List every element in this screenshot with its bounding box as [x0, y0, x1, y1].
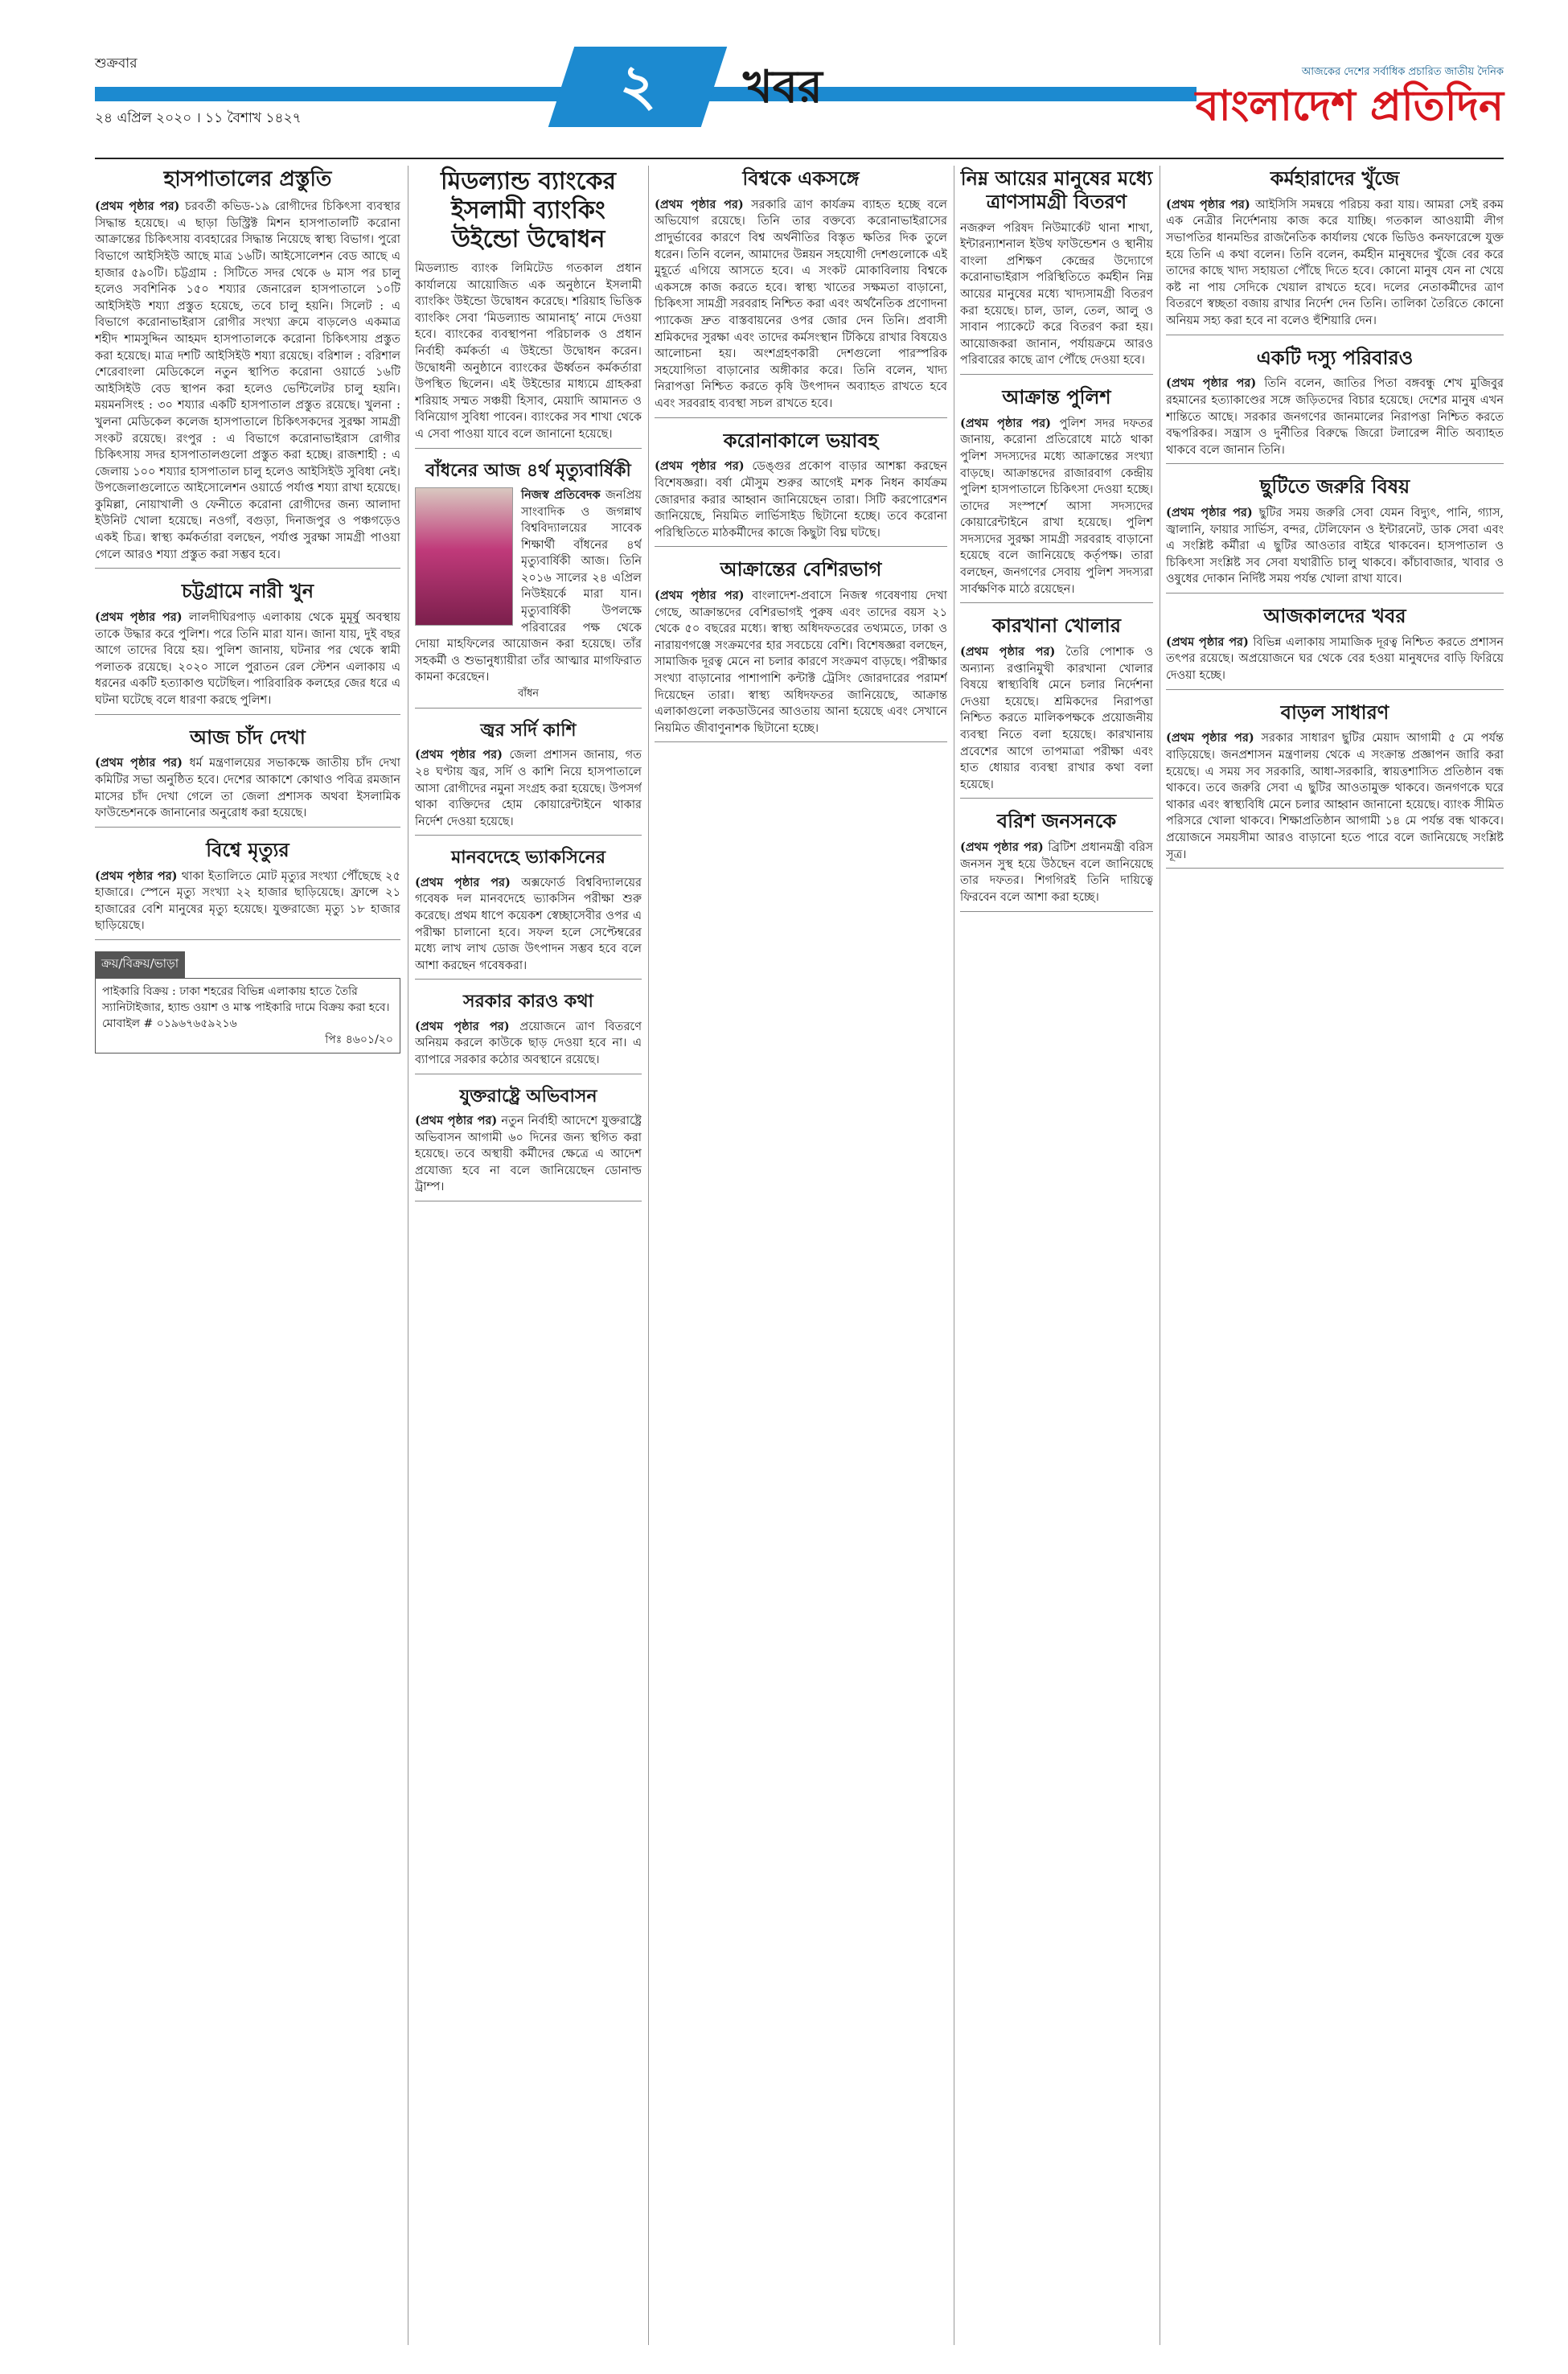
story-divider: [1166, 463, 1504, 464]
story-text: সরকার সাধারণ ছুটির মেয়াদ আগামী ৫ মে পর্যন্ত বাড়িয়েছে। জনপ্রশাসন মন্ত্রণালয় থেকে এ সংক্রান্ত প্রজ্ঞাপন জারি করা হয়েছে। এ সময় সব সরকারি, আধা-সরকারি, স্বায়ত্তশাসিত প্রতিষ্ঠান বন্ধ থাকবে। তবে জরুরি সেবা এ ছুটির আওতামুক্ত থাকবে। জনগণকে ঘরে থাকার এবং স্বাস্থ্যবিধি মেনে চলার আহ্বান জানানো হয়েছে। ব্যাংক সীমিত পরিসরে খোলা থাকবে। শিক্ষাপ্রতিষ্ঠান আগামী ১৪ মে পর্যন্ত বন্ধ থাকবে। প্রয়োজনে সময়সীমা আরও বাড়ানো হতে পারে বলে জানিয়েছে সংশ্লিষ্ট সূত্র।: [1166, 732, 1504, 861]
story-text: আইসিসি সমন্বয়ে পরিচয় করা যায়। আমরা সেই রকম এক নেত্রীর নির্দেশনায় কাজ করে যাচ্ছি। গতকাল আওয়ামী লীগ সভাপতির ধানমন্ডির রাজনৈতিক কার্যালয় থেকে ভিডিও কনফারেন্সে যুক্ত হয়ে তিনি এ কথা বলেন। তিনি বলেন, কর্মহীন মানুষদের খুঁজে বের করে তাদের কাছে খাদ্য সহায়তা পৌঁছে দিতে হবে। কোনো মানুষ যেন না খেয়ে কষ্ট না পায় সেদিকে খেয়াল রাখতে হবে। দলের নেতাকর্মীদের ত্রাণ বিতরণে স্বচ্ছতা বজায় রাখার নির্দেশ দেন তিনি। তালিকা তৈরিতে কোনো অনিয়ম সহ্য করা হবে না বলেও হুঁশিয়ারি দেন।: [1166, 198, 1504, 327]
story-body: [415, 261, 642, 443]
news-story: [95, 167, 400, 569]
story-text: থাকা ইতালিতে মোট মৃত্যুর সংখ্যা পৌঁছেছে ২৫ হাজারে। স্পেনে মৃত্যু সংখ্যা ২২ হাজার ছাড়িয়েছে। ফ্রান্সে ২১ হাজারের বেশি মানুষের মৃত্যু হয়েছে। যুক্তরাজ্যে মৃত্যু ১৮ হাজার ছাড়িয়েছে।: [95, 869, 400, 933]
column-2: [415, 166, 642, 2345]
story-headline: বাড়ল সাধারণ: [1280, 700, 1389, 724]
news-story: [415, 847, 642, 980]
classified-title: ক্রয়/বিক্রয়/ভাড়া: [95, 951, 185, 978]
story-text: লালদীঘিরপাড় এলাকায় থেকে মুমূর্ষু অবস্থায় তাকে উদ্ধার করে পুলিশ। পরে তিনি মারা যান। জানা যায়, দুই বছর আগে তাদের বিয়ে হয়। পুলিশ জানায়, ঘটনার পর থেকে স্বামী পলাতক রয়েছে। ২০২০ সালে পুরাতন রেল স্টেশন এলাকায় এ ধরনের একটি হত্যাকাণ্ড ঘটেছিল। পারিবারিক কলহের জের ধরে এ ঘটনা ঘটেছে বলে ধারণা করছে পুলিশ।: [95, 611, 400, 708]
story-text: অক্সফোর্ড বিশ্ববিদ্যালয়ের গবেষক দল মানবদেহে ভ্যাকসিন পরীক্ষা শুরু করেছে। প্রথম ধাপে কয়েকশ স্বেচ্ছাসেবীর ওপর এ পরীক্ষা চালানো হবে। সফল হলে সেপ্টেম্বরের মধ্যে লাখ লাখ ডোজ উৎপাদন সম্ভব হবে বলে আশা করছেন গবেষকরা।: [415, 876, 642, 972]
story-lead: (প্রথম পৃষ্ঠার পর): [1166, 197, 1250, 212]
story-lead: (প্রথম পৃষ্ঠার পর): [415, 1113, 498, 1127]
story-text: নজরুল পরিষদ নিউমার্কেট থানা শাখা, ইন্টারন্যাশনাল ইউথ ফাউন্ডেশন ও স্থানীয় বাংলা প্রশিক্ষণ কেন্দ্রের উদ্যোগে করোনাভাইরাস পরিস্থিতিতে কর্মহীন নিম্ন আয়ের মানুষের মধ্যে খাদ্যসামগ্রী বিতরণ করা হয়েছে। চাল, ডাল, তেল, আলু ও সাবান প্যাকেটে করে বিতরণ করা হয়। আয়োজকরা জানান, পর্যায়ক্রমে আরও পরিবারের কাছে ত্রাণ পৌঁছে দেওয়া হবে।: [960, 221, 1153, 368]
news-story: [415, 720, 642, 836]
story-headline: কর্মহারাদের খুঁজে: [1270, 166, 1400, 190]
story-divider: [95, 827, 400, 828]
story-text: বিভিন্ন এলাকায় সামাজিক দূরত্ব নিশ্চিত করতে প্রশাসন তৎপর রয়েছে। অপ্রয়োজনে ঘর থেকে বের হওয়া মানুষদের বাড়ি ফিরিয়ে দেওয়া হচ্ছে।: [1166, 635, 1504, 683]
story-headline: বাঁধনের আজ ৪র্থ মৃত্যুবার্ষিকী: [425, 459, 631, 481]
story-text: ব্রিটিশ প্রধানমন্ত্রী বরিস জনসন সুস্থ হয়ে উঠছেন বলে জানিয়েছে তার দফতর। শিগগিরই তিনি দায়িত্বে ফিরবেন বলে আশা করা হচ্ছে।: [960, 841, 1153, 904]
story-lead: (প্রথম পৃষ্ঠার পর): [655, 197, 744, 212]
news-story: [95, 726, 400, 828]
story-headline: আজ চাঁদ দেখা: [190, 725, 306, 749]
story-headline: বিশ্বকে একসঙ্গে: [742, 166, 860, 190]
story-lead: (প্রথম পৃষ্ঠার পর): [1166, 376, 1257, 391]
news-story: [1166, 605, 1504, 690]
news-story: [415, 167, 642, 449]
news-story: [655, 429, 947, 548]
classified-text: পাইকারি বিক্রয় : ঢাকা শহরের বিভিন্ন এলাকায় হাতে তৈরি স্যানিটাইজার, হ্যান্ড ওয়াশ ও মাস্ক পাইকারি দামে বিক্রয় করা হবে। মোবাইল # ০১৯৬৭৬৫৯২১৬: [102, 984, 390, 1030]
story-lead: (প্রথম পৃষ্ঠার পর): [960, 416, 1052, 430]
story-lead: নিজস্ব প্রতিবেদক: [521, 487, 601, 502]
header-day: শুক্রবার: [95, 55, 138, 72]
story-lead: (প্রথম পৃষ্ঠার পর): [95, 199, 180, 214]
story-body: [415, 1113, 642, 1196]
story-body: [960, 220, 1153, 369]
story-divider: [1166, 689, 1504, 690]
story-headline: করোনাকালে ভয়াবহ: [723, 428, 879, 452]
news-story: [415, 460, 642, 709]
logo-tagline: আজকের দেশের সর্বাধিক প্রচারিত জাতীয় দৈনিক: [1301, 66, 1504, 78]
story-lead: (প্রথম পৃষ্ঠার পর): [1166, 731, 1254, 745]
story-lead: (প্রথম পৃষ্ঠার পর): [960, 840, 1044, 855]
header-date: ২৪ এপ্রিল ২০২০ । ১১ বৈশাখ ১৪২৭: [95, 110, 302, 126]
news-story: [415, 1086, 642, 1201]
classified-body: [95, 978, 400, 1054]
story-body: [960, 840, 1153, 906]
story-headline: আক্রান্ত পুলিশ: [1002, 384, 1111, 409]
story-headline: যুক্তরাষ্ট্রে অভিবাসন: [459, 1085, 597, 1107]
story-divider: [655, 741, 947, 742]
story-text: মিডল্যান্ড ব্যাংক লিমিটেড গতকাল প্রধান কার্যালয়ে আয়োজিত এক অনুষ্ঠানে ইসলামী ব্যাংকিং উইন্ডো উদ্বোধন করেছে। শরিয়াহ ভিত্তিক ব্যাংকিং সেবা ‘মিডল্যান্ড আমানাহ্’ নামে দেওয়া হবে। ব্যাংকের ব্যবস্থাপনা পরিচালক ও প্রধান নির্বাহী কর্মকর্তা এ উইন্ডো উদ্বোধন করেন। উদ্বোধনী অনুষ্ঠানে ব্যাংকের ঊর্ধ্বতন কর্মকর্তারা উপস্থিত ছিলেন। এই উইন্ডোর মাধ্যমে গ্রাহকরা শরিয়াহ সম্মত সঞ্চয়ী হিসাব, মেয়াদি আমানত ও বিনিয়োগ সুবিধা পাবেন। ব্যাংকের সব শাখা থেকে এ সেবা পাওয়া যাবে বলে জানানো হয়েছে।: [415, 262, 642, 441]
story-divider: [1166, 593, 1504, 594]
story-body: [95, 869, 400, 934]
story-lead: (প্রথম পৃষ্ঠার পর): [1166, 506, 1253, 520]
news-story: [1166, 475, 1504, 594]
logo-name: বাংলাদেশ প্রতিদিন: [1195, 82, 1504, 130]
story-lead: (প্রথম পৃষ্ঠার পর): [960, 645, 1056, 659]
story-body: [1166, 376, 1504, 458]
story-lead: (প্রথম পৃষ্ঠার পর): [95, 610, 183, 625]
story-body: [95, 199, 400, 563]
story-body: [415, 1019, 642, 1069]
story-headline: সরকার কারও কথা: [463, 991, 593, 1012]
classified-ad: [95, 951, 400, 1054]
story-headline: মিডল্যান্ড ব্যাংকের ইসলামী ব্যাংকিং উইন্ডো উদ্বোধন: [440, 167, 617, 253]
page-header: [95, 0, 1504, 161]
news-story: [655, 558, 947, 742]
story-text: জেলা প্রশাসন জানায়, গত ২৪ ঘণ্টায় জ্বর, সর্দি ও কাশি নিয়ে হাসপাতালে আসা রোগীদের নমুনা সংগ্রহ করা হয়েছে। উপসর্গ থাকা ব্যক্তিদের হোম কোয়ারেন্টাইনে থাকার নির্দেশ দেওয়া হয়েছে।: [415, 749, 642, 828]
story-headline: জ্বর সর্দি কাশি: [480, 720, 577, 741]
story-body: [95, 610, 400, 709]
story-body: [1166, 730, 1504, 863]
story-text: জনপ্রিয় সাংবাদিক ও জগন্নাথ বিশ্ববিদ্যালয়ের সাবেক শিক্ষার্থী বাঁধনের ৪র্থ মৃত্যুবার্ষিকী আজ। তিনি ২০১৬ সালের ২৪ এপ্রিল নিউইয়র্কে মারা যান। মৃত্যুবার্ষিকী উপলক্ষে পরিবারের পক্ষ থেকে দোয়া মাহফিলের আয়োজন করা হয়েছে। তাঁর সহকর্মী ও শুভানুধ্যায়ীরা তাঁর আত্মার মাগফিরাত কামনা করেছেন।: [415, 488, 642, 684]
story-body: [415, 747, 642, 830]
story-text: ছুটির সময় জরুরি সেবা যেমন বিদ্যুৎ, পানি, গ্যাস, জ্বালানি, ফায়ার সার্ভিস, বন্দর, টেলিফোন ও ইন্টারনেট, ডাক সেবা এবং এ সংশ্লিষ্ট কর্মীরা এ ছুটির আওতার বাইরে থাকবেন। হাসপাতাল ও চিকিৎসা সংশ্লিষ্ট সব সেবা যথারীতি চালু থাকবে। কাঁচাবাজার, খাবার ও ওষুধের দোকান নির্দিষ্ট সময় পর্যন্ত খোলা রাখা যাবে।: [1166, 507, 1504, 586]
story-body: [95, 755, 400, 821]
story-text: তৈরি পোশাক ও অন্যান্য রপ্তানিমুখী কারখানা খোলার বিষয়ে স্বাস্থ্যবিধি মেনে চলার নির্দেশনা দেওয়া হয়েছে। শ্রমিকদের নিরাপত্তা নিশ্চিত করতে মালিকপক্ষকে প্রয়োজনীয় ব্যবস্থা নিতে বলা হয়েছে। কারখানায় প্রবেশের আগে তাপমাত্রা পরীক্ষা এবং হাত ধোয়ার ব্যবস্থা রাখার কথা বলা হয়েছে।: [960, 646, 1153, 791]
story-body: [1166, 505, 1504, 588]
news-story: [1166, 347, 1504, 465]
news-story: [95, 839, 400, 940]
story-divider: [95, 714, 400, 715]
story-divider: [655, 417, 947, 418]
story-lead: (প্রথম পৃষ্ঠার পর): [655, 459, 745, 474]
masthead-logo: [1172, 64, 1504, 145]
story-headline: চট্টগ্রামে নারী খুন: [181, 579, 314, 603]
story-divider: [415, 835, 642, 836]
news-story: [960, 614, 1153, 799]
column-1: [95, 166, 400, 2345]
story-text: নতুন নির্বাহী আদেশে যুক্তরাষ্ট্রে অভিবাসন আগামী ৬০ দিনের জন্য স্থগিত করা হয়েছে। তবে অস্থায়ী কর্মীদের ক্ষেত্রে এ আদেশ প্রযোজ্য হবে না বলে জানিয়েছেন ডোনাল্ড ট্রাম্প।: [415, 1114, 642, 1194]
page-number: [548, 47, 727, 127]
column-4: [960, 166, 1153, 2345]
news-story: [1166, 167, 1504, 335]
story-divider: [960, 911, 1153, 912]
story-headline: মানবদেহে ভ্যাকসিনের: [451, 847, 605, 869]
column-3: [655, 166, 947, 2345]
news-story: [960, 810, 1153, 911]
story-body: [960, 416, 1153, 598]
story-headline: আজকালদের খবর: [1263, 604, 1406, 628]
news-story: [415, 991, 642, 1074]
story-divider: [415, 448, 642, 449]
story-body: [655, 588, 947, 737]
story-text: ডেঙ্গুর প্রকোপ বাড়ার আশঙ্কা করছেন বিশেষজ্ঞরা। বর্ষা মৌসুম শুরুর আগেই মশক নিধন কার্যক্রম জোরদার করার আহ্বান জানিয়েছেন তারা। সিটি করপোরেশন জানিয়েছে, নিয়মিত লার্ভিসাইড ছিটানো হচ্ছে। তবে করোনা পরিস্থিতিতে মাঠকর্মীদের কাজে কিছুটা বিঘ্ন ঘটছে।: [655, 460, 947, 540]
story-divider: [960, 602, 1153, 603]
story-text: চরবর্তী কভিড-১৯ রোগীদের চিকিৎসা ব্যবস্থার সিদ্ধান্ত হয়েছে। এ ছাড়া ডিস্ট্রিক্ট মিশন হাসপাতালটি করোনা আক্রান্তের চিকিৎসায় ব্যবহারের সিদ্ধান্ত নিয়েছে স্বাস্থ্য বিভাগ। পুরো বিভাগে আইসিইউ আছে মাত্র ১৬টি। আইসোলেশন বেড আছে এ হাজার ৫৯০টি। চট্টগ্রাম : সিটিতে সদর থেকে ৬ মাস পর চালু হলেও সবশিনিক ১৫০ শয্যার জেনারেল হাসপাতালে ১০টি আইসিইউ শয্যা প্রস্তুত হয়েছে, তবে চালু হয়নি। সিলেট : এ বিভাগে করোনাভাইরাস রোগীর সংখ্যা ক্রমে বাড়লেও একমাত্র শহীদ শামসুদ্দিন আহমদ হাসপাতালকে করোনা চিকিৎসায় প্রস্তুত করা হয়েছে। মাত্র দশটি আইসিইউ শয্যা রয়েছে। বরিশাল : বরিশাল শেরেবাংলা মেডিকেলে নতুন স্থাপিত করোনা ওয়ার্ডে ১৬টি আইসিইউ বেড স্থাপন করা হলেও ভেন্টিলেটর চালু হয়নি। ময়মনসিংহ : ৩০ শয্যার একটি হাসপাতাল প্রস্তুত রয়েছে। খুলনা : খুলনা মেডিকেল কলেজ হাসপাতালে চিকিৎসকদের সুরক্ষা সামগ্রী সংকট রয়েছে। রংপুর : এ বিভাগে করোনাভাইরাস রোগীর চিকিৎসায় সদর হাসপাতালগুলো প্রস্তুত করা হচ্ছে। রাজশাহী : এ জেলায় ১০০ শয্যার হাসপাতাল চালু হলেও আইসিইউ সুবিধা নেই। উপজেলাগুলোতে আইসোলেশন ওয়ার্ডে পর্যাপ্ত শয্যা রাখা হয়েছে। কুমিল্লা, নোয়াখালী ও ফেনীতে করোনা রোগীদের জন্য আলাদা ইউনিট খোলা হয়েছে। নওগাঁ, বগুড়া, দিনাজপুর ও পঞ্চগড়েও একই চিত্র। স্বাস্থ্য কর্মকর্তারা বলছেন, পর্যাপ্ত সুরক্ষা সামগ্রী পাওয়া গেলে আরও শয্যা প্রস্তুত করা সম্ভব হবে।: [95, 200, 400, 561]
news-story: [960, 386, 1153, 603]
story-divider: [95, 568, 400, 569]
story-lead: (প্রথম পৃষ্ঠার পর): [95, 869, 178, 883]
story-divider: [655, 546, 947, 547]
story-text: সরকারি ত্রাণ কার্যক্রম ব্যাহত হচ্ছে বলে অভিযোগ রয়েছে। তিনি তার বক্তব্যে করোনাভাইরাসের প্রাদুর্ভাবের কারণে বিশ্ব অর্থনীতির বিস্তৃত ক্ষতির দিক তুলে ধরেন। তিনি বলেন, আমাদের উন্নয়ন সহযোগী দেশগুলোকে এই মুহূর্তে এগিয়ে আসতে হবে। এ সংকট মোকাবিলায় বিশ্বকে একসঙ্গে কাজ করতে হবে। স্বাস্থ্য খাতের সক্ষমতা বাড়ানো, চিকিৎসা সামগ্রী সরবরাহ নিশ্চিত করা এবং অর্থনৈতিক প্রণোদনা প্যাকেজ দ্রুত বাস্তবায়নের ওপর জোর দেন তিনি। প্রবাসী শ্রমিকদের সুরক্ষা এবং তাদের কর্মসংস্থান টিকিয়ে রাখার বিষয়েও আলোচনা হয়। অংশগ্রহণকারী দেশগুলো পারস্পরিক সহযোগিতা বাড়ানোর অঙ্গীকার করে। তিনি বলেন, খাদ্য নিরাপত্তা নিশ্চিত করতে কৃষি উৎপাদন অব্যাহত রাখতে হবে এবং সরবরাহ ব্যবস্থা সচল রাখতে হবে।: [655, 198, 947, 410]
story-body: [1166, 197, 1504, 330]
story-lead: (প্রথম পৃষ্ঠার পর): [415, 875, 511, 889]
header-rule: [95, 158, 1504, 159]
story-divider: [960, 374, 1153, 375]
column-divider: [648, 166, 649, 2345]
story-divider: [415, 979, 642, 980]
column-5: [1166, 166, 1504, 2345]
story-lead: (প্রথম পৃষ্ঠার পর): [415, 1019, 510, 1033]
story-body: [415, 875, 642, 975]
story-body: [655, 458, 947, 541]
story-body: [1166, 635, 1504, 684]
story-lead: (প্রথম পৃষ্ঠার পর): [1166, 635, 1249, 649]
story-lead: (প্রথম পৃষ্ঠার পর): [95, 756, 183, 770]
photo-caption: বাঁধন: [517, 688, 540, 700]
story-text: পুলিশ সদর দফতর জানায়, করোনা প্রতিরোধে মাঠে থাকা পুলিশ সদস্যদের মধ্যে আক্রান্তের সংখ্যা বাড়ছে। আক্রান্তদের রাজারবাগ কেন্দ্রীয় পুলিশ হাসপাতালে চিকিৎসা দেওয়া হচ্ছে। তাদের সংস্পর্শে আসা সদস্যদের কোয়ারেন্টাইনে রাখা হয়েছে। পুলিশ সদস্যদের সুরক্ষা সামগ্রী সরবরাহ বাড়ানো হয়েছে বলে জানিয়েছে কর্তৃপক্ষ। তারা বলছেন, জনগণের সেবায় পুলিশ সদস্যরা সার্বক্ষণিক মাঠে রয়েছেন।: [960, 417, 1153, 596]
story-headline: কারখানা খোলার: [992, 614, 1121, 638]
story-headline: আক্রান্তের বেশিরভাগ: [720, 557, 882, 581]
story-body: [960, 644, 1153, 793]
story-lead: (প্রথম পৃষ্ঠার পর): [655, 589, 745, 603]
story-text: ধর্ম মন্ত্রণালয়ের সভাকক্ষে জাতীয় চাঁদ দেখা কমিটির সভা অনুষ্ঠিত হবে। দেশের আকাশে কোথাও পবিত্র রমজান মাসের চাঁদ দেখা গেলে তা জেলা প্রশাসক অথবা ইসলামিক ফাউন্ডেশনকে জানানোর অনুরোধ করা হয়েছে।: [95, 757, 400, 820]
section-title: খবর: [743, 60, 823, 113]
story-text: তিনি বলেন, জাতির পিতা বঙ্গবন্ধু শেখ মুজিবুর রহমানের হত্যাকাণ্ডের সঙ্গে জড়িতদের বিচার হয়েছে। দেশের মানুষ এখন শান্তিতে আছে। সরকার জনগণের জানমালের নিরাপত্তা নিশ্চিত করতে বদ্ধপরিকর। সন্ত্রাস ও দুর্নীতির বিরুদ্ধে জিরো টলারেন্স নীতি অব্যাহত থাকবে বলে জানান তিনি।: [1166, 377, 1504, 457]
story-headline: বিশ্বে মৃত্যুর: [206, 837, 289, 861]
story-headline: নিম্ন আয়ের মানুষের মধ্যে ত্রাণসামগ্রী বিতরণ: [960, 166, 1153, 213]
classified-ref: পিঃ ৪৬০১/২০: [325, 1033, 393, 1046]
story-text: প্রয়োজনে ত্রাণ বিতরণে অনিয়ম করলে কাউকে ছাড় দেওয়া হবে না। এ ব্যাপারে সরকার কঠোর অবস্থানে রয়েছে।: [415, 1020, 642, 1066]
story-headline: একটি দস্যু পরিবারও: [1256, 345, 1414, 369]
news-story: [655, 167, 947, 418]
story-lead: (প্রথম পৃষ্ঠার পর): [415, 748, 503, 762]
story-headline: ছুটিতে জরুরি বিষয়: [1259, 474, 1410, 499]
story-text: বাংলাদেশ-প্রবাসে নিজস্ব গবেষণায় দেখা গেছে, আক্রান্তদের বেশিরভাগই পুরুষ এবং তাদের বয়স ২১ থেকে ৫০ বছরের মধ্যে। স্বাস্থ্য অধিদফতরের তথ্যমতে, ঢাকা ও নারায়ণগঞ্জে সংক্রমণের হার সবচেয়ে বেশি। বিশেষজ্ঞরা বলছেন, সামাজিক দূরত্ব মেনে না চলার কারণে সংক্রমণ বাড়ছে। পরীক্ষার সংখ্যা বাড়ানোর পাশাপাশি কন্টাক্ট ট্রেসিং জোরদারের পরামর্শ দিয়েছেন তারা। স্বাস্থ্য অধিদফতর জানিয়েছে, আক্রান্ত এলাকাগুলো লকডাউনের আওতায় আনা হয়েছে এবং সেখানে নিয়মিত জীবাণুনাশক ছিটানো হচ্ছে।: [655, 589, 947, 735]
story-divider: [1166, 868, 1504, 869]
page-number-text: ২: [619, 51, 657, 118]
story-body: [655, 197, 947, 413]
news-story: [960, 167, 1153, 375]
story-divider: [415, 708, 642, 709]
story-headline: বরিশ জনসনকে: [996, 809, 1117, 833]
news-story: [95, 580, 400, 714]
story-divider: [960, 798, 1153, 799]
portrait-photo: [415, 487, 513, 626]
news-story: [1166, 701, 1504, 869]
story-headline: হাসপাতালের প্রস্তুতি: [163, 167, 332, 191]
story-divider: [95, 939, 400, 940]
